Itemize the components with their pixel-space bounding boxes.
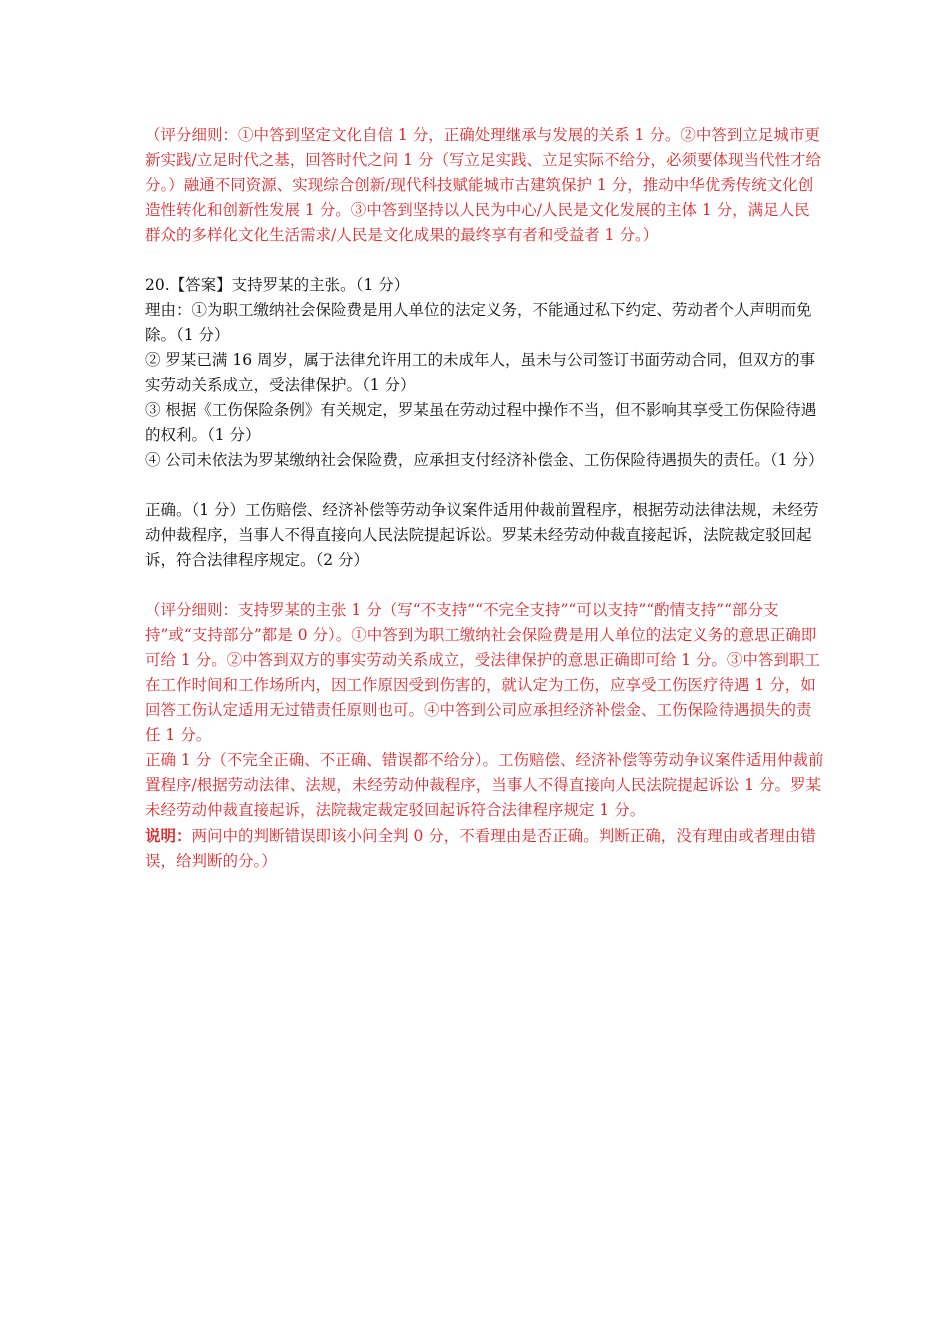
spacer: [145, 248, 825, 273]
q19-scoring-details: （评分细则：①中答到坚定文化自信 1 分，正确处理继承与发展的关系 1 分。②中答到立足城市更新实践/立足时代之基，回答时代之问 1 分（写立足实践、立足实际不给分，必须要体现当代性才给分。）融通不同资源、实现综合创新/现代科技赋能城市古建筑保护 1 分，推动中华优秀传统文化创造性转化和创新性发展 1 分。③中答到坚持以人民为中心/人民是文化发展的主体 1 分，满足人民群众的多样化文化生活需求/人民是文化成果的最终享有者和受益者 1 分。）: [145, 126, 821, 244]
note-text: 两问中的判断错误即该小问全判 0 分，不看理由是否正确。判断正确，没有理由或者理由错误，给判断的分。）: [145, 827, 816, 870]
q20-reason-2: ② 罗某已满 16 周岁，属于法律允许用工的未成年人，虽未与公司签订书面劳动合同，但双方的事实劳动关系成立，受法律保护。（1 分）: [145, 351, 816, 394]
q20-scoring-details-2: 正确 1 分（不完全正确、不正确、错误都不给分）。工伤赔偿、经济补偿等劳动争议案件适用仲裁前置程序/根据劳动法律、法规，未经劳动仲裁程序，当事人不得直接向人民法院提起诉讼 1 分。罗某未经劳动仲裁直接起诉，法院裁定裁定驳回起诉符合法律程序规定 1 分。: [145, 751, 824, 819]
spacer: [145, 573, 825, 598]
q20-answer: 20.【答案】支持罗某的主张。（1 分）: [145, 276, 410, 294]
q20-reason-3: ③ 根据《工伤保险条例》有关规定，罗某虽在劳动过程中操作不当，但不影响其享受工伤保险待遇的权利。（1 分）: [145, 401, 817, 444]
spacer: [145, 473, 825, 498]
q20-scoring-note: [145, 823, 825, 874]
q20-scoring-details-1: （评分细则：支持罗某的主张 1 分（写“不支持”“不完全支持”“可以支持”“酌情支持”“部分支持”或“支持部分”都是 0 分）。①中答到为职工缴纳社会保险费是用人单位的法定义务的意思正确即可给 1 分。②中答到双方的事实劳动关系成立，受法律保护的意思正确即可给 1 分。③中答到职工在工作时间和工作场所内，因工作原因受到伤害的，就认定为工伤，应享受工伤医疗待遇 1 分，如回答工伤认定适用无过错责任原则也可。④中答到公司应承担经济补偿金、工伤保险待遇损失的责任 1 分。: [145, 601, 820, 744]
q20-part2-answer: 正确。（1 分）工伤赔偿、经济补偿等劳动争议案件适用仲裁前置程序，根据劳动法律法规，未经劳动仲裁程序，当事人不得直接向人民法院提起诉讼。罗某未经劳动仲裁直接起诉，法院裁定驳回起诉，符合法律程序规定。（2 分）: [145, 501, 819, 569]
document-page: [145, 123, 825, 874]
q20-reason-1: 理由：①为职工缴纳社会保险费是用人单位的法定义务，不能通过私下约定、劳动者个人声明而免除。（1 分）: [145, 301, 812, 344]
q20-reason-4: ④ 公司未依法为罗某缴纳社会保险费，应承担支付经济补偿金、工伤保险待遇损失的责任。（1 分）: [145, 451, 824, 469]
note-label: 说明：: [145, 826, 192, 845]
